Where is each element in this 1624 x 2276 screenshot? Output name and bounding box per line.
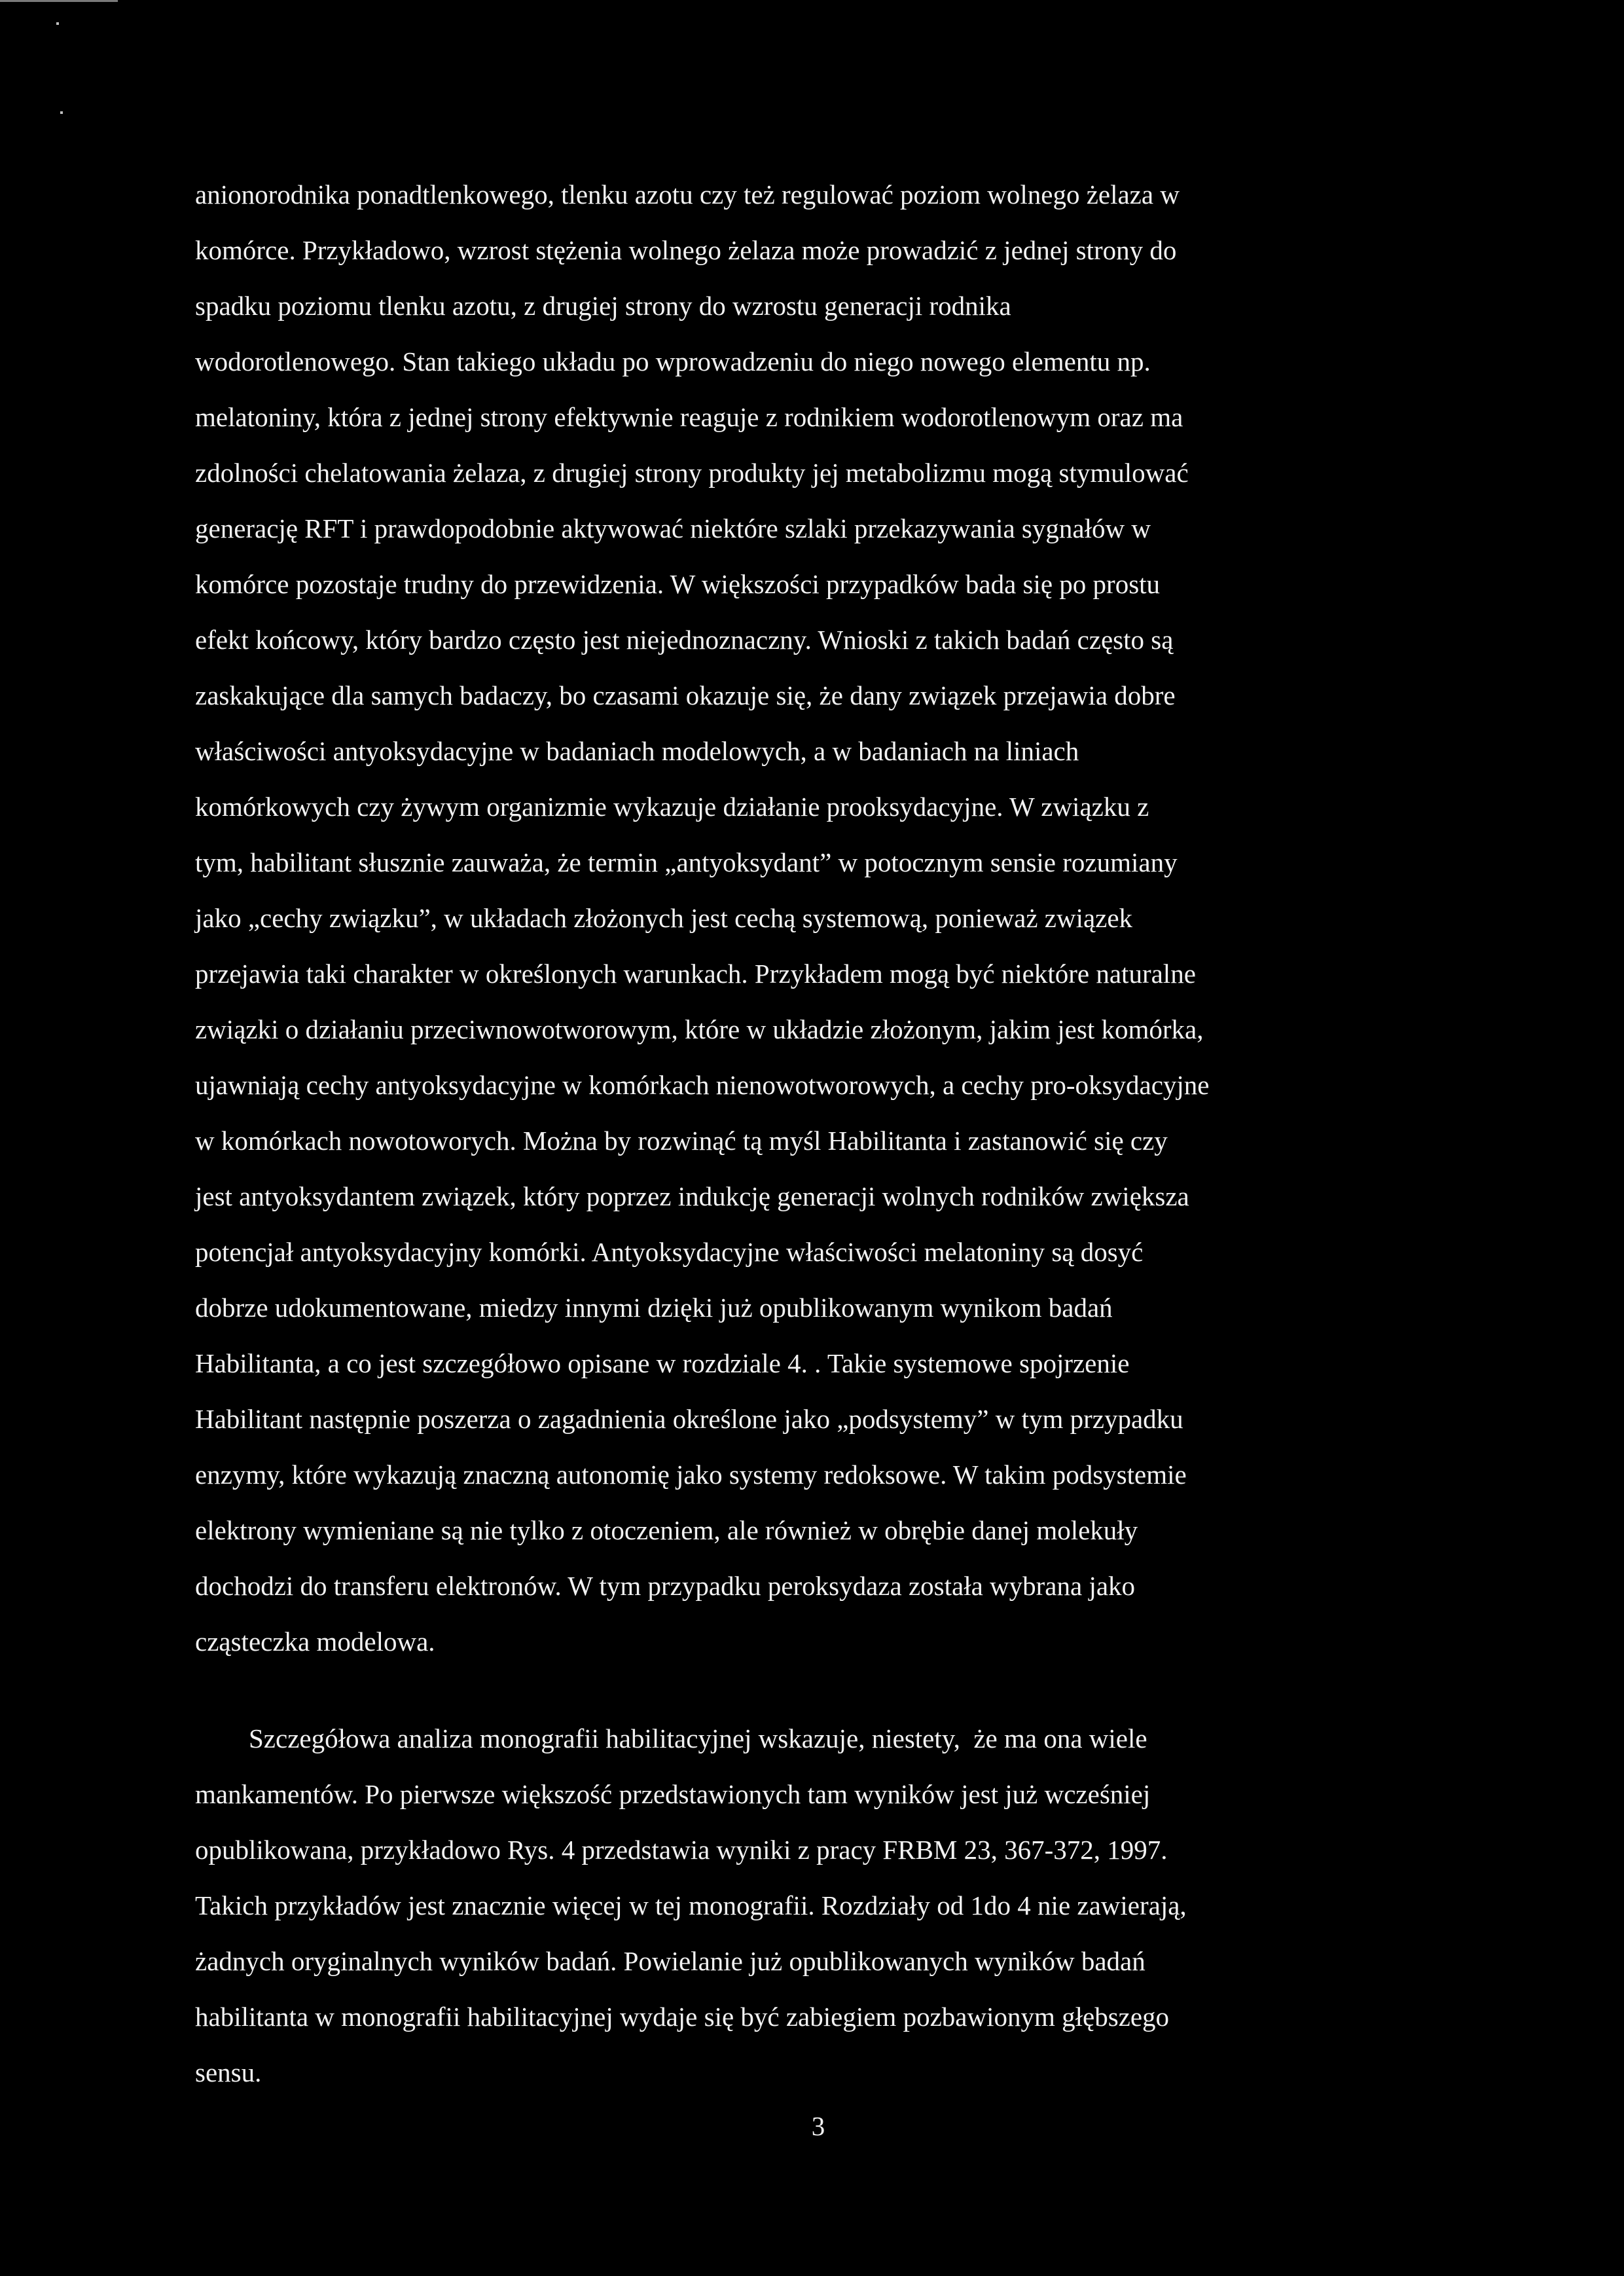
paragraph-first-line: Szczegółowa analiza monografii habilitacyjnej wskazuje, niestety, że ma ona wiele	[195, 1723, 1147, 1753]
text-line: potencjał antyoksydacyjny komórki. Antyoksydacyjne właściwości melatoniny są dosyć	[195, 1237, 1144, 1267]
text-line: komórkowych czy żywym organizmie wykazuje działanie prooksydacyjne. W związku z	[195, 792, 1149, 822]
text-line: dobrze udokumentowane, miedzy innymi dzięki już opublikowanym wynikom badań	[195, 1293, 1113, 1323]
text-line: habilitanta w monografii habilitacyjnej wydaje się być zabiegiem pozbawionym głębszego	[195, 2002, 1170, 2032]
text-line: przejawia taki charakter w określonych warunkach. Przykładem mogą być niektóre naturalne	[195, 959, 1196, 989]
text-line: Habilitant następnie poszerza o zagadnienia określone jako „podsystemy” w tym przypadku	[195, 1404, 1183, 1434]
text-line: komórce pozostaje trudny do przewidzenia. W większości przypadków bada się po prostu	[195, 569, 1161, 599]
text-line: anionorodnika ponadtlenkowego, tlenku azotu czy też regulować poziom wolnego żelaza w	[195, 179, 1180, 210]
text-line: zaskakujące dla samych badaczy, bo czasami okazuje się, że dany związek przejawia dobre	[195, 680, 1176, 710]
page-number: 3	[811, 2111, 825, 2141]
text-line: opublikowana, przykładowo Rys. 4 przedstawia wyniki z pracy FRBM 23, 367-372, 1997.	[195, 1835, 1168, 1865]
text-line: jako „cechy związku”, w układach złożonych jest cechą systemową, ponieważ związek	[195, 903, 1133, 933]
scan-speck	[60, 111, 63, 114]
text-line: elektrony wymieniane są nie tylko z otoczeniem, ale również w obrębie danej molekuły	[195, 1515, 1138, 1545]
text-line: cząsteczka modelowa.	[195, 1626, 435, 1657]
text-line: enzymy, które wykazują znaczną autonomię jako systemy redoksowe. W takim podsystemie	[195, 1459, 1187, 1490]
text-line: Takich przykładów jest znacznie więcej w tej monografii. Rozdziały od 1do 4 nie zawierają,	[195, 1890, 1187, 1920]
text-line: generację RFT i prawdopodobnie aktywować niektóre szlaki przekazywania sygnałów w	[195, 513, 1151, 543]
text-line: zdolności chelatowania żelaza, z drugiej strony produkty jej metabolizmu mogą stymulować	[195, 458, 1189, 488]
text-line: efekt końcowy, który bardzo często jest niejednoznaczny. Wnioski z takich badań często są	[195, 625, 1174, 655]
text-line: wodorotlenowego. Stan takiego układu po wprowadzeniu do niego nowego elementu np.	[195, 346, 1151, 376]
text-line: żadnych oryginalnych wyników badań. Powielanie już opublikowanych wyników badań	[195, 1946, 1146, 1976]
scan-edge-mark	[0, 0, 118, 2]
text-line: właściwości antyoksydacyjne w badaniach modelowych, a w badaniach na liniach	[195, 736, 1079, 766]
text-line: tym, habilitant słusznie zauważa, że termin „antyoksydant” w potocznym sensie rozumiany	[195, 847, 1178, 877]
text-line: Habilitanta, a co jest szczegółowo opisane w rozdziale 4. . Takie systemowe spojrzenie	[195, 1348, 1130, 1378]
text-line: związki o działaniu przeciwnowotworowym, które w układzie złożonym, jakim jest komórka,	[195, 1014, 1204, 1044]
text-line: sensu.	[195, 2057, 262, 2087]
text-line: w komórkach nowotoworych. Można by rozwinąć tą myśl Habilitanta i zastanowić się czy	[195, 1126, 1168, 1156]
text-line: ujawniają cechy antyoksydacyjne w komórkach nienowotworowych, a cechy pro-oksydacyjne	[195, 1070, 1210, 1100]
text-line: komórce. Przykładowo, wzrost stężenia wolnego żelaza może prowadzić z jednej strony do	[195, 235, 1177, 265]
scan-speck	[56, 22, 59, 25]
text-line: jest antyoksydantem związek, który poprzez indukcję generacji wolnych rodników zwiększa	[195, 1181, 1189, 1211]
text-line: melatoniny, która z jednej strony efektywnie reaguje z rodnikiem wodorotlenowym oraz ma	[195, 402, 1183, 432]
text-line: spadku poziomu tlenku azotu, z drugiej strony do wzrostu generacji rodnika	[195, 291, 1011, 321]
text-line: dochodzi do transferu elektronów. W tym przypadku peroksydaza została wybrana jako	[195, 1571, 1136, 1601]
text-line: mankamentów. Po pierwsze większość przedstawionych tam wyników jest już wcześniej	[195, 1779, 1151, 1809]
